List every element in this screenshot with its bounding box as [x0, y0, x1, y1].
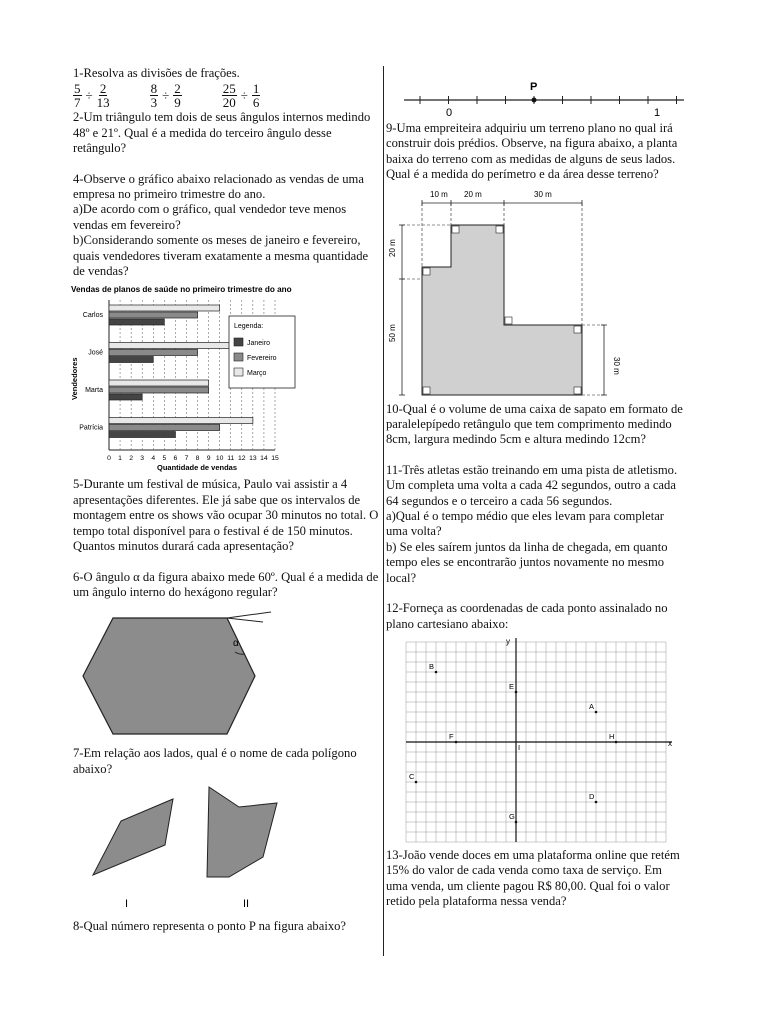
- q1-text: 1-Resolva as divisões de frações.: [73, 66, 240, 80]
- chart-tick-label: 4: [151, 455, 156, 463]
- q11-a: a)Qual é o tempo médio que eles levam para completar uma volta?: [386, 509, 664, 539]
- chart-bar: [109, 387, 209, 393]
- dim-10m: 10 m: [430, 189, 448, 199]
- q2-text: 2-Um triângulo tem dois de seus ângulos internos medindo 48º e 21º. Qual é a medida do terceiro ângulo desse retângulo?: [73, 110, 371, 156]
- chart-xlabel: Quantidade de vendas: [157, 463, 238, 473]
- grid-point: [415, 781, 418, 784]
- chart-bar: [109, 350, 198, 356]
- chart-category-label: José: [88, 349, 103, 357]
- q6-text: 6-O ângulo α da figura abaixo mede 60º. Qual é a medida de um ângulo interno do hexágono regular?: [73, 569, 379, 599]
- chart-ylabel: Vendedores: [70, 357, 79, 401]
- chart-tick-label: 14: [260, 455, 268, 463]
- chart-bar: [109, 312, 198, 318]
- chart-tick-label: 15: [271, 455, 279, 463]
- x-axis-label: x: [668, 738, 672, 748]
- chart-tick-label: 9: [206, 455, 211, 463]
- q11-b: b) Se eles saírem juntos da linha de chegada, em quanto tempo eles se encontrarão juntos novamente no mesmo local?: [386, 539, 668, 585]
- chart-tick-label: 11: [227, 455, 235, 463]
- zero-label: 0: [446, 107, 453, 119]
- chart-bar: [109, 425, 220, 431]
- chart-tick-label: 10: [215, 455, 224, 463]
- grid-point-label: A: [589, 701, 595, 711]
- fraction-division-3: $\frac{25}{20}$ ÷ $\frac{1}{6}$: [222, 81, 260, 111]
- grid-point: [595, 711, 598, 714]
- sales-bar-chart: [69, 282, 299, 474]
- point-P-label: P: [530, 81, 538, 93]
- grid-point-label: F: [449, 731, 454, 741]
- fraction-division-1: $\frac{5}{7}$ ÷ $\frac{2}{13}$: [74, 81, 110, 111]
- chart-bar: [109, 432, 175, 438]
- dim-20m: 20 m: [464, 189, 482, 199]
- chart-category-label: Patrícia: [79, 424, 103, 432]
- polygon-I: [93, 799, 173, 875]
- grid-point: [455, 741, 458, 744]
- grid-point-label: G: [509, 811, 515, 821]
- dim-v20m: 20 m: [388, 238, 397, 257]
- q7-text: 7-Em relação aos lados, qual é o nome de cada polígono abaixo?: [73, 746, 357, 776]
- legend-title: Legenda:: [234, 323, 264, 331]
- polygon-I-label: I: [125, 898, 129, 911]
- q4-text: 4-Observe o gráfico abaixo relacionado as vendas de uma empresa no primeiro trimestre do ano.: [73, 171, 364, 202]
- chart-category-label: Marta: [85, 387, 103, 395]
- polygons-figure: [73, 785, 323, 915]
- chart-bar: [109, 357, 153, 363]
- dim-v30m: 30 m: [612, 356, 621, 375]
- y-axis-label: y: [506, 636, 510, 646]
- q4-a: a)De acordo com o gráfico, qual vendedor teve menos vendas em fevereiro?: [73, 202, 347, 232]
- q4-b: b)Considerando somente os meses de janeiro e fevereiro, quais vendedores tiveram exatamente a mesma quantidade de vendas?: [73, 233, 369, 279]
- chart-bar: [109, 418, 253, 424]
- hexagon-extension-line: [227, 612, 271, 618]
- chart-tick-label: 2: [129, 455, 134, 463]
- chart-tick-label: 7: [184, 455, 189, 463]
- grid-point-label: I: [518, 742, 521, 752]
- one-label: 1: [654, 107, 661, 119]
- grid-point-label: E: [509, 681, 515, 691]
- chart-tick-label: 1: [118, 455, 122, 463]
- fraction-division-2: $\frac{8}{3}$ ÷ $\frac{2}{9}$: [150, 81, 181, 111]
- cartesian-plane: [396, 636, 686, 846]
- right-column: [386, 121, 686, 910]
- chart-title: Vendas de planos de saúde no primeiro trimestre do ano: [71, 285, 292, 295]
- grid-point-label: D: [589, 791, 595, 801]
- dim-v50m: 50 m: [388, 323, 397, 342]
- terrain-plan: [386, 187, 621, 402]
- dim-30m: 30 m: [534, 189, 552, 199]
- point-P: [532, 98, 537, 103]
- q10-text: 10-Qual é o volume de uma caixa de sapato em formato de paralelepípedo retângulo que tem comprimento medindo 8cm, largura medindo 5cm e altura medindo 12cm?: [386, 401, 683, 447]
- polygon-II-label: II: [243, 898, 250, 911]
- grid-point-label: B: [429, 661, 435, 671]
- q1-fractions: [73, 82, 381, 109]
- number-line: [400, 76, 690, 120]
- legend-label: Janeiro: [247, 340, 270, 348]
- column-divider: [383, 66, 384, 956]
- q12-text: 12-Forneça as coordenadas de cada ponto assinalado no plano cartesiano abaixo:: [386, 601, 668, 631]
- chart-bar: [109, 394, 142, 400]
- grid-point: [435, 671, 438, 674]
- chart-tick-label: 0: [107, 455, 111, 463]
- grid-point: [615, 741, 618, 744]
- chart-tick-label: 5: [162, 455, 167, 463]
- terrain-shape: [422, 225, 582, 395]
- chart-bar: [109, 319, 164, 325]
- chart-bar: [109, 305, 220, 311]
- q13-text: 13-João vende doces em uma plataforma online que retém 15% do valor de cada venda como taxa de serviço. Em uma venda, um cliente pagou R$ 80,00. Qual foi o valor retido pela plataforma nessa venda?: [386, 847, 680, 909]
- chart-bar: [109, 380, 209, 386]
- grid-point: [595, 801, 598, 804]
- chart-tick-label: 6: [173, 455, 178, 463]
- chart-tick-label: 3: [140, 455, 145, 463]
- grid-point: [515, 821, 518, 824]
- polygon-II: [207, 787, 277, 877]
- legend-label: Fevereiro: [247, 355, 277, 363]
- hexagon-figure: [77, 614, 277, 742]
- chart-tick-label: 13: [249, 455, 257, 463]
- chart-tick-label: 8: [195, 455, 200, 463]
- q5-text: 5-Durante um festival de música, Paulo vai assistir a 4 apresentações diferentes. Ele já sabe que os intervalos de montagem entre os shows vão ocupar 30 minutos no total. O tempo total disponível para o festival é de 150 minutos. Quantos minutos durará cada apresentação?: [73, 477, 379, 554]
- grid-point: [515, 691, 518, 694]
- legend-swatch: [234, 353, 243, 361]
- hexagon: [83, 618, 255, 734]
- grid-point-label: C: [409, 771, 415, 781]
- chart-legend: [229, 316, 295, 388]
- q9-text: 9-Uma empreiteira adquiriu um terreno plano no qual irá construir dois prédios. Observe, na figura abaixo, a planta baixa do terreno com as medidas de alguns de seus lados. Qual é a medida do perímetro e da área desse terreno?: [386, 121, 678, 182]
- legend-swatch: [234, 338, 243, 346]
- chart-category-label: Carlos: [82, 312, 103, 320]
- grid-point-label: H: [609, 731, 615, 741]
- alpha-label: α: [233, 638, 239, 650]
- left-column: [70, 66, 381, 935]
- q11-text: 11-Três atletas estão treinando em uma pista de atletismo. Um completa uma volta a cada 42 segundos, outro a cada 64 segundos e o terceiro a cada 56 segundos.: [386, 462, 678, 508]
- q8-text: 8-Qual número representa o ponto P na figura abaixo?: [73, 919, 347, 934]
- legend-swatch: [234, 368, 243, 376]
- chart-tick-label: 12: [238, 455, 246, 463]
- legend-label: Março: [247, 370, 267, 378]
